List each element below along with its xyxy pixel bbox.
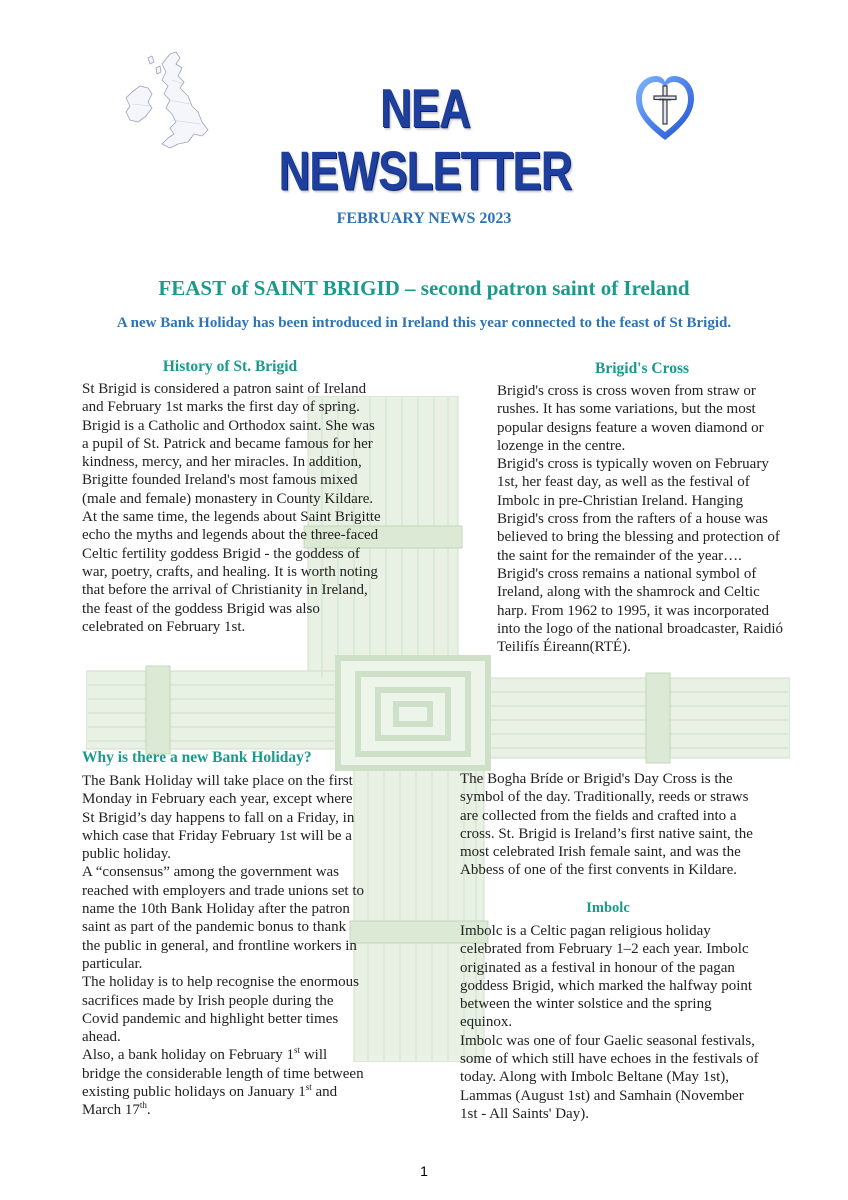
history-paragraph: St Brigid is considered a patron saint of Ireland and February 1st marks the first day of spring. Brigid is a Catholic and Orthodox saint. She was a pupil of St. Patrick and became famous for her kindness, mercy, and her miracles. In addition, Brigitte founded Ireland's most famous mixed (male and female) monastery in County Kildare. (82, 381, 375, 507)
imbolc-paragraph: Imbolc was one of four Gaelic seasonal festivals, some of which still have echoes in the festivals of today. Along with Imbolc Beltane (May 1st), Lammas (August 1st) and Samhain (November 1st - All Saints' Day). (460, 1032, 759, 1122)
bank-holiday-body (82, 772, 366, 1120)
bank-holiday-paragraph: The holiday is to help recognise the enormous sacrifices made by Irish people during the Covid pandemic and highlight better times ahead. (82, 974, 360, 1046)
imbolc-heading: Imbolc (586, 900, 630, 916)
heart-cross-logo-icon (634, 72, 696, 144)
page-number: 1 (420, 1163, 428, 1179)
issue-title: FEBRUARY NEWS 2023 (336, 210, 512, 227)
brigids-cross-heading: Brigid's Cross (594, 360, 690, 377)
cross-paragraph: Brigid's cross is typically woven on February 1st, her feast day, as well as the festival of Imbolc in pre-Christian Ireland. Hanging Brigid's cross from the rafters of a house was believed to bring the blessing and protection of the saint for the remainder of the year…. (497, 456, 780, 564)
bank-holiday-heading: Why is there a new Bank Holiday? (82, 749, 312, 766)
feature-subheadline: A new Bank Holiday has been introduced in Ireland this year connected to the feast of St Brigid. (116, 315, 732, 331)
newsletter-masthead: NEA NEWSLETTER (278, 78, 572, 202)
cross-paragraph: Brigid's cross remains a national symbol of Ireland, along with the shamrock and Celtic harp. From 1962 to 1995, it was incorporated into the logo of the national broadcaster, Raidió Teilifís Éireann(RTÉ). (497, 565, 783, 656)
imbolc-body (460, 922, 760, 1123)
cross-paragraph: Brigid's cross is cross woven from straw or rushes. It has some variations, but the most popular designs feature a woven diamond or lozenge in the centre. (497, 383, 764, 454)
bogha-bride-body (460, 770, 756, 880)
feature-headline: FEAST of SAINT BRIGID – second patron saint of Ireland (158, 276, 690, 300)
bank-holiday-paragraph: A “consensus” among the government was reached with employers and trade unions set to name the 10th Bank Holiday after the patron saint as part of the pandemic bonus to thank the public in general, and frontline workers in particular. (82, 864, 364, 972)
logo-text: STELLA (659, 98, 671, 102)
bogha-paragraph: The Bogha Bríde or Brigid's Day Cross is the symbol of the day. Traditionally, reeds or straws are collected from the fields and crafted into a cross. St. Brigid is Ireland’s first native saint, the most celebrated Irish female saint, and was the Abbess of one of the first convents in Kildare. (460, 771, 753, 879)
bank-holiday-paragraph: Also, a bank holiday on February 1st will bridge the considerable length of time between existing public holidays on January 1st and March 17th. (82, 1045, 364, 1119)
bank-holiday-paragraph: The Bank Holiday will take place on the first Monday in February each year, except where St Brigid’s day happens to fall on a Friday, in which case that Friday February 1st will be a public holiday. (82, 773, 355, 863)
history-body (82, 380, 382, 636)
history-heading: History of St. Brigid (162, 358, 298, 375)
imbolc-paragraph: Imbolc is a Celtic pagan religious holiday celebrated from February 1–2 each year. Imbolc originated as a festival in honour of the pagan goddess Brigid, which marked the halfway point between the winter solstice and the spring equinox. (460, 923, 753, 1031)
british-isles-map-icon (118, 50, 218, 152)
brigids-cross-body (497, 382, 789, 656)
history-paragraph: At the same time, the legends about Saint Brigitte echo the myths and legends about the three-faced Celtic fertility goddess Brigid - the goddess of war, poetry, crafts, and healing. It is worth noting that before the arrival of Christianity in Ireland, the feast of the goddess Brigid was also celebrated on February 1st. (82, 509, 381, 635)
